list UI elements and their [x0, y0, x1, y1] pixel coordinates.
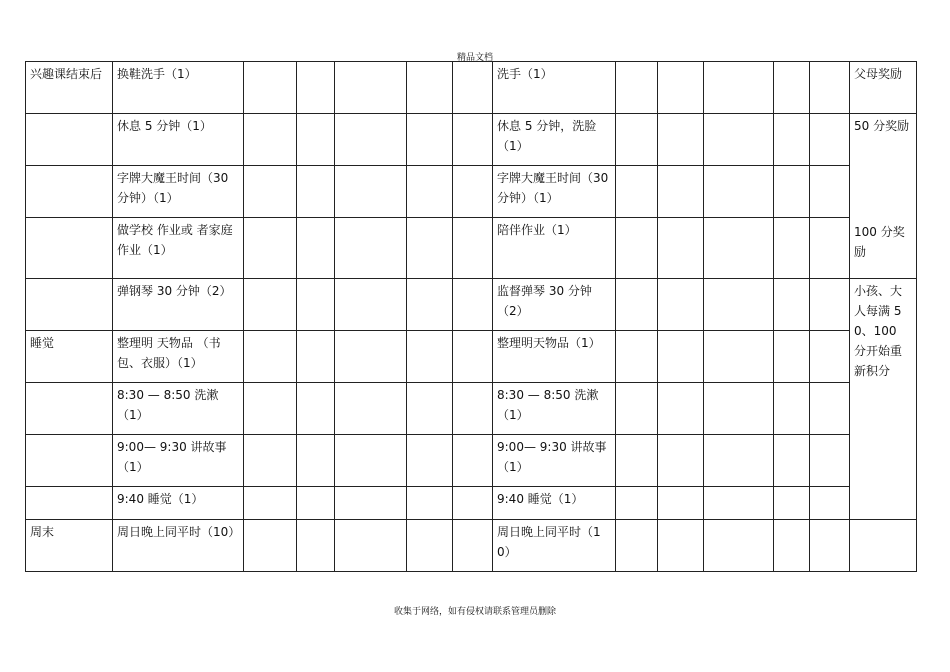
check-cell: [453, 383, 493, 435]
check-cell: [453, 520, 493, 572]
child-task-cell: 8:30 — 8:50 洗漱（1）: [113, 383, 244, 435]
check-cell: [244, 279, 297, 331]
table-row: [26, 114, 917, 166]
check-cell: [774, 520, 810, 572]
check-cell: [658, 166, 704, 218]
check-cell: [704, 166, 774, 218]
parent-task-cell: 监督弹琴 30 分钟（2）: [493, 279, 616, 331]
check-cell: [297, 520, 335, 572]
period-cell: [26, 383, 113, 435]
check-cell: [407, 218, 453, 279]
check-cell: [335, 218, 407, 279]
period-cell: 睡觉: [26, 331, 113, 383]
child-task-cell: 休息 5 分钟（1）: [113, 114, 244, 166]
check-cell: [658, 331, 704, 383]
check-cell: [774, 62, 810, 114]
table-row: [26, 331, 917, 383]
check-cell: [335, 383, 407, 435]
parent-task-cell: 字牌大魔王时间（30分钟）（1）: [493, 166, 616, 218]
table-row: [26, 520, 917, 572]
check-cell: [704, 487, 774, 520]
check-cell: [407, 435, 453, 487]
check-cell: [453, 114, 493, 166]
parent-task-cell: 洗手（1）: [493, 62, 616, 114]
check-cell: [407, 279, 453, 331]
period-cell: 兴趣课结束后: [26, 62, 113, 114]
check-cell: [704, 218, 774, 279]
check-cell: [810, 487, 850, 520]
check-cell: [658, 62, 704, 114]
check-cell: [616, 383, 658, 435]
check-cell: [335, 166, 407, 218]
check-cell: [810, 383, 850, 435]
page-header: 精品文档: [456, 53, 493, 63]
check-cell: [774, 435, 810, 487]
parent-task-cell: 周日晚上同平时（10）: [493, 520, 616, 572]
period-cell: [26, 487, 113, 520]
check-cell: [335, 435, 407, 487]
check-cell: [244, 62, 297, 114]
check-cell: [616, 520, 658, 572]
check-cell: [407, 114, 453, 166]
check-cell: [244, 520, 297, 572]
reward-amount-cell: [850, 114, 917, 279]
period-cell: [26, 279, 113, 331]
check-cell: [453, 166, 493, 218]
check-cell: [244, 487, 297, 520]
check-cell: [407, 331, 453, 383]
check-cell: [774, 331, 810, 383]
period-cell: 周末: [26, 520, 113, 572]
parent-task-cell: 9:00— 9:30 讲故事（1）: [493, 435, 616, 487]
reset-rule-cell: 小孩、大人每满 50、100 分开始重新积分: [850, 279, 917, 520]
check-cell: [616, 62, 658, 114]
table-row: [26, 62, 917, 114]
check-cell: [297, 383, 335, 435]
check-cell: [297, 62, 335, 114]
check-cell: [616, 114, 658, 166]
check-cell: [774, 114, 810, 166]
check-cell: [407, 383, 453, 435]
check-cell: [453, 331, 493, 383]
check-cell: [407, 520, 453, 572]
table-row: [26, 166, 917, 218]
reward-schedule-table: [25, 61, 917, 572]
check-cell: [335, 331, 407, 383]
table-row: [26, 487, 917, 520]
check-cell: [616, 218, 658, 279]
reward-100-text: 100 分奖励: [854, 225, 905, 259]
check-cell: [244, 114, 297, 166]
check-cell: [810, 435, 850, 487]
check-cell: [658, 218, 704, 279]
check-cell: [658, 279, 704, 331]
check-cell: [297, 166, 335, 218]
check-cell: [453, 62, 493, 114]
period-cell: [26, 435, 113, 487]
check-cell: [810, 62, 850, 114]
parent-task-cell: 整理明天物品（1）: [493, 331, 616, 383]
parent-task-cell: 9:40 睡觉（1）: [493, 487, 616, 520]
child-task-cell: 字牌大魔王时间（30分钟）（1）: [113, 166, 244, 218]
table-row: [26, 218, 917, 279]
check-cell: [244, 166, 297, 218]
check-cell: [453, 218, 493, 279]
check-cell: [810, 520, 850, 572]
child-task-cell: 9:00— 9:30 讲故事（1）: [113, 435, 244, 487]
check-cell: [453, 279, 493, 331]
check-cell: [658, 435, 704, 487]
table-row: [26, 279, 917, 331]
check-cell: [774, 383, 810, 435]
check-cell: [810, 218, 850, 279]
check-cell: [774, 218, 810, 279]
child-task-cell: 整理明 天物品 （书包、衣服）（1）: [113, 331, 244, 383]
check-cell: [704, 279, 774, 331]
check-cell: [297, 279, 335, 331]
check-cell: [704, 383, 774, 435]
check-cell: [658, 383, 704, 435]
check-cell: [453, 435, 493, 487]
check-cell: [244, 331, 297, 383]
parent-task-cell: 8:30 — 8:50 洗漱（1）: [493, 383, 616, 435]
child-task-cell: 9:40 睡觉（1）: [113, 487, 244, 520]
check-cell: [704, 520, 774, 572]
check-cell: [810, 166, 850, 218]
check-cell: [244, 383, 297, 435]
check-cell: [810, 279, 850, 331]
reward-50-text: 50 分奖励: [854, 119, 910, 133]
check-cell: [335, 520, 407, 572]
check-cell: [407, 487, 453, 520]
check-cell: [453, 487, 493, 520]
check-cell: [616, 487, 658, 520]
check-cell: [335, 62, 407, 114]
check-cell: [704, 435, 774, 487]
check-cell: [335, 114, 407, 166]
check-cell: [616, 331, 658, 383]
period-cell: [26, 218, 113, 279]
reward-header-cell: 父母奖励: [850, 62, 917, 114]
check-cell: [704, 331, 774, 383]
child-task-cell: 换鞋洗手（1）: [113, 62, 244, 114]
parent-task-cell: 休息 5 分钟，洗脸（1）: [493, 114, 616, 166]
check-cell: [774, 487, 810, 520]
check-cell: [658, 520, 704, 572]
check-cell: [810, 331, 850, 383]
table-row: [26, 435, 917, 487]
reward-cell-empty: [850, 520, 917, 572]
parent-task-cell: 陪伴作业（1）: [493, 218, 616, 279]
check-cell: [297, 487, 335, 520]
check-cell: [335, 487, 407, 520]
check-cell: [658, 114, 704, 166]
check-cell: [658, 487, 704, 520]
check-cell: [297, 435, 335, 487]
check-cell: [774, 166, 810, 218]
child-task-cell: 弹钢琴 30 分钟（2）: [113, 279, 244, 331]
check-cell: [407, 166, 453, 218]
check-cell: [616, 435, 658, 487]
table-row: [26, 383, 917, 435]
check-cell: [704, 114, 774, 166]
child-task-cell: 周日晚上同平时（10）: [113, 520, 244, 572]
check-cell: [616, 166, 658, 218]
check-cell: [297, 114, 335, 166]
check-cell: [774, 279, 810, 331]
check-cell: [810, 114, 850, 166]
check-cell: [407, 62, 453, 114]
page-footer: 收集于网络，如有侵权请联系管理员删除: [393, 607, 556, 617]
check-cell: [616, 279, 658, 331]
check-cell: [297, 331, 335, 383]
period-cell: [26, 114, 113, 166]
period-cell: [26, 166, 113, 218]
check-cell: [335, 279, 407, 331]
child-task-cell: 做学校 作业或 者家庭作业（1）: [113, 218, 244, 279]
check-cell: [297, 218, 335, 279]
check-cell: [244, 218, 297, 279]
check-cell: [704, 62, 774, 114]
check-cell: [244, 435, 297, 487]
